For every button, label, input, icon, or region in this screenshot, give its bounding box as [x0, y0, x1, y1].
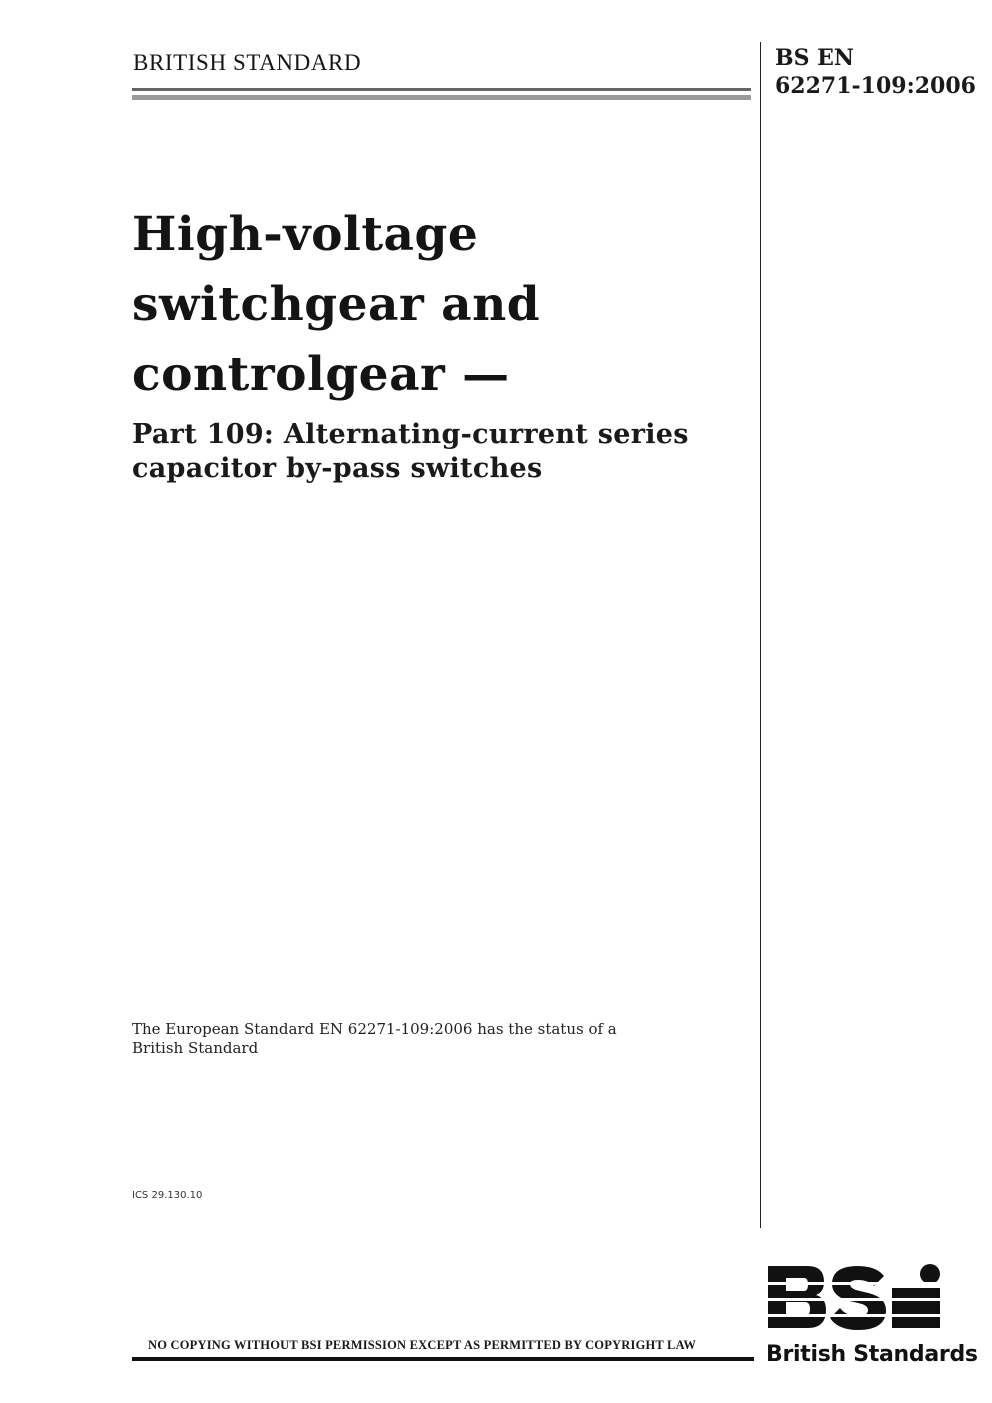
- status-line1: The European Standard EN 62271-109:2006 has the status of a: [132, 1020, 617, 1038]
- status-statement: [132, 1020, 652, 1058]
- header-rule-grey: [132, 95, 751, 100]
- title-line1: High-voltage: [132, 207, 479, 262]
- standard-number-line1: BS EN: [775, 45, 855, 71]
- footer-rule: [132, 1357, 754, 1361]
- header-rule-dark: [132, 88, 751, 91]
- brand-name: British Standards: [766, 1342, 978, 1367]
- standard-number: [775, 44, 976, 100]
- subtitle-line2: capacitor by-pass switches: [132, 453, 543, 484]
- bsi-logo-mark: [766, 1262, 946, 1340]
- ics-code: ICS 29.130.10: [132, 1190, 203, 1201]
- document-title: [132, 200, 540, 410]
- standard-number-line2: 62271-109:2006: [775, 73, 976, 99]
- title-line2: switchgear and: [132, 277, 541, 332]
- document-subtitle: [132, 418, 689, 486]
- series-label: BRITISH STANDARD: [133, 50, 362, 75]
- copyright-notice: NO COPYING WITHOUT BSI PERMISSION EXCEPT AS PERMITTED BY COPYRIGHT LAW: [148, 1338, 697, 1352]
- status-line2: British Standard: [132, 1039, 259, 1057]
- title-line3: controlgear —: [132, 347, 510, 402]
- vertical-divider: [760, 42, 761, 1228]
- subtitle-line1: Part 109: Alternating-current series: [132, 419, 689, 450]
